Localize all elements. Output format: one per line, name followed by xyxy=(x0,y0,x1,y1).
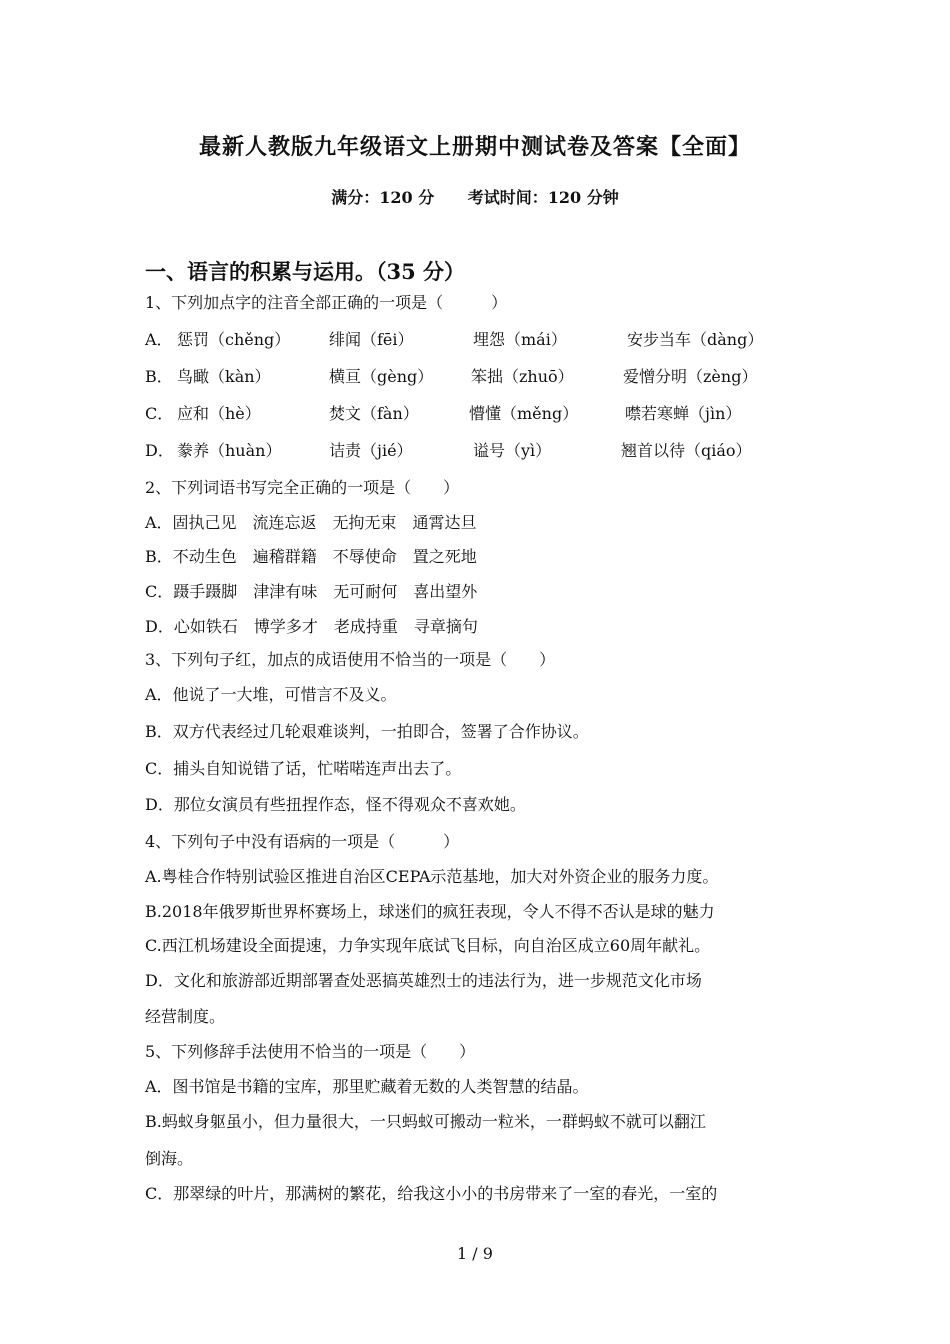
exam-info xyxy=(0,185,950,208)
option-item: 谥号（yì） xyxy=(473,441,552,460)
q5-option-a: A．图书馆是书籍的宝库，那里贮藏着无数的人类智慧的结晶。 xyxy=(145,1077,589,1096)
option-item: 翘首以待（qiáo） xyxy=(621,441,752,460)
q5-option-b: B.蚂蚁身躯虽小，但力量很大，一只蚂蚁可搬动一粒米，一群蚂蚁不就可以翻江 xyxy=(145,1112,706,1131)
option-label: D． xyxy=(145,441,174,460)
page-title: 最新人教版九年级语文上册期中测试卷及答案【全面】 xyxy=(198,134,751,160)
exam-time: 考试时间：120 分钟 xyxy=(467,188,619,207)
q2-option-d: D．心如铁石 博学多才 老成持重 寻章摘句 xyxy=(145,617,478,636)
option-item: 惩罚（chěng） xyxy=(177,330,291,349)
q2-option-a: A．固执己见 流连忘返 无拘无束 通霄达旦 xyxy=(145,513,477,532)
option-item: 懵懂（měng） xyxy=(469,404,579,423)
page-number: 1 / 9 xyxy=(457,1244,493,1263)
option-label: A． xyxy=(145,330,173,349)
q3-option-b: B．双方代表经过几轮艰难谈判，一拍即合，签署了合作协议。 xyxy=(145,722,589,741)
option-item: 绯闻（fēi） xyxy=(329,330,414,349)
option-item: 应和（hè） xyxy=(177,404,261,423)
question-5-stem: 5、下列修辞手法使用不恰当的一项是（ ） xyxy=(145,1042,476,1061)
q2-option-c: C．蹑手蹑脚 津津有味 无可耐何 喜出望外 xyxy=(145,582,478,601)
q4-option-b: B.2018年俄罗斯世界杯赛场上，球迷们的疯狂表现，令人不得不否认是球的魅力 xyxy=(145,902,715,921)
q4-option-d-continued: 经营制度。 xyxy=(145,1007,226,1026)
option-item: 爱憎分明（zèng） xyxy=(623,367,758,386)
question-3-stem: 3、下列句子红，加点的成语使用不恰当的一项是（ ） xyxy=(145,650,556,669)
q4-option-a: A.粤桂合作特别试验区推进自治区CEPA示范基地，加大对外资企业的服务力度。 xyxy=(145,867,719,886)
q4-option-d: D．文化和旅游部近期部署查处恶搞英雄烈士的违法行为，进一步规范文化市场 xyxy=(145,971,702,990)
option-item: 豢养（huàn） xyxy=(177,441,282,460)
option-label: C． xyxy=(145,404,174,423)
option-item: 横亘（gèng） xyxy=(329,367,434,386)
question-2-stem: 2、下列词语书写完全正确的一项是（ ） xyxy=(145,478,460,497)
q3-option-a: A．他说了一大堆，可惜言不及义。 xyxy=(145,685,397,704)
option-item: 焚文（fàn） xyxy=(329,404,419,423)
option-item: 埋怨（mái） xyxy=(473,330,567,349)
q3-option-c: C．捕头自知说错了话，忙喏喏连声出去了。 xyxy=(145,759,462,778)
section-heading: 一、语言的积累与运用。（35 分） xyxy=(145,259,466,284)
question-4-stem: 4、下列句子中没有语病的一项是（ ） xyxy=(145,832,460,851)
option-item: 安步当车（dàng） xyxy=(627,330,764,349)
question-1-stem: 1、下列加点字的注音全部正确的一项是（ ） xyxy=(145,293,508,312)
option-item: 诘责（jié） xyxy=(329,441,413,460)
full-score: 满分：120 分 xyxy=(331,188,435,207)
q5-option-c: C．那翠绿的叶片，那满树的繁花，给我这小小的书房带来了一室的春光，一室的 xyxy=(145,1184,718,1203)
q4-option-c: C.西江机场建设全面提速，力争实现年底试飞目标，向自治区成立60周年献礼。 xyxy=(145,936,711,955)
option-item: 鸟瞰（kàn） xyxy=(177,367,271,386)
q2-option-b: B．不动生色 遍稽群籍 不辱使命 置之死地 xyxy=(145,547,477,566)
q3-option-d: D．那位女演员有些扭捏作态，怪不得观众不喜欢她。 xyxy=(145,795,526,814)
option-label: B． xyxy=(145,367,173,386)
option-item: 噤若寒蝉（jìn） xyxy=(625,404,742,423)
option-item: 笨拙（zhuō） xyxy=(471,367,574,386)
q5-option-b-continued: 倒海。 xyxy=(145,1149,194,1168)
